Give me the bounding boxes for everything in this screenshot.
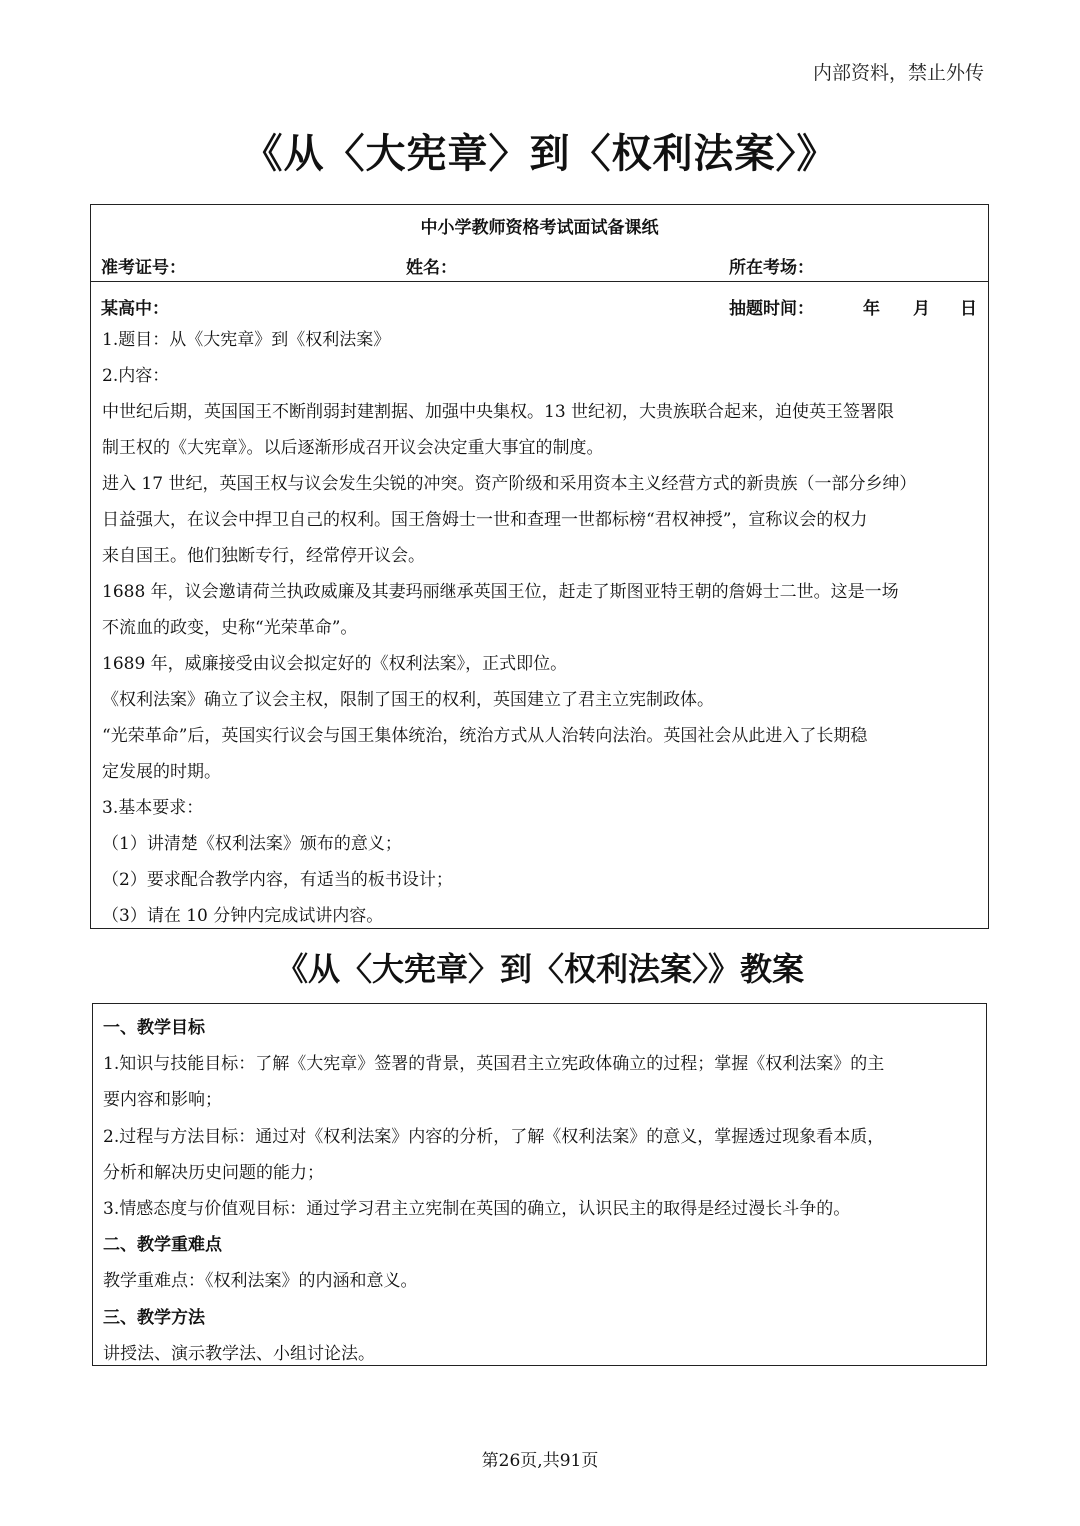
draw-time-label: 抽题时间： [729, 299, 814, 319]
question-line: 《权利法案》确立了议会主权，限制了国王的权利，英国建立了君主立宪制政体。 [102, 690, 714, 710]
question-line: 进入 17 世纪，英国王权与议会发生尖锐的冲突。资产阶级和采用资本主义经营方式的新贵族（一部分乡绅） [102, 474, 917, 494]
question-line: （2）要求配合教学内容，有适当的板书设计； [102, 870, 453, 890]
question-line: （1）讲清楚《权利法案》颁布的意义； [102, 834, 402, 854]
section-heading: 一、教学目标 [103, 1018, 205, 1038]
question-line: 来自国王。他们独断专行，经常停开议会。 [102, 546, 425, 566]
lesson-plan-box [92, 1003, 987, 1366]
goal-line: 分析和解决历史问题的能力； [103, 1162, 324, 1183]
question-line: 3.基本要求： [102, 798, 204, 818]
month-label: 月 [913, 299, 930, 319]
lesson-plan-content [103, 1010, 976, 1372]
question-line: “光荣革命”后，英国实行议会与国王集体统治，统治方式从人治转向法治。英国社会从此进入了长期稳 [102, 726, 868, 746]
question-line: 定发展的时期。 [102, 762, 221, 782]
question-line: 2.内容： [102, 366, 170, 386]
question-line: （3）请在 10 分钟内完成试讲内容。 [102, 906, 384, 926]
goal-line: 要内容和影响； [103, 1090, 222, 1111]
name-label: 姓名： [406, 258, 457, 278]
goal-line: 3.情感态度与价值观目标：通过学习君主立宪制在英国的确立，认识民主的取得是经过漫长斗争的。 [103, 1199, 851, 1220]
methods-line: 讲授法、演示教学法、小组讨论法。 [103, 1343, 375, 1364]
year-label: 年 [863, 299, 880, 319]
question-line: 不流血的政变，史称“光荣革命”。 [102, 618, 358, 638]
school-label: 某高中： [101, 299, 169, 319]
page-number: 第26页,共91页 [481, 1451, 599, 1471]
question-line: 日益强大，在议会中捍卫自己的权利。国王詹姆士一世和查理一世都标榜“君权神授”，宣称议会的权力 [102, 510, 868, 530]
candidate-info-row [91, 249, 988, 282]
page-title: 《从〈大宪章〉到〈权利法案〉》 [242, 131, 838, 177]
confidential-note: 内部资料，禁止外传 [812, 62, 984, 84]
question-line: 中世纪后期，英国国王不断削弱封建割据、加强中央集权。13 世纪初，大贵族联合起来，迫使英王签署限 [102, 402, 895, 422]
venue-label: 所在考场： [729, 258, 814, 278]
keypoint-line: 教学重难点：《权利法案》的内涵和意义。 [103, 1271, 418, 1292]
question-line: 1.题目：从《大宪章》到《权利法案》 [102, 330, 391, 350]
question-line: 制王权的《大宪章》。以后逐渐形成召开议会决定重大事宜的制度。 [102, 438, 604, 458]
question-content [91, 322, 988, 934]
goal-line: 1.知识与技能目标：了解《大宪章》签署的背景，英国君主立宪政体确立的过程；掌握《权利法案》的主 [103, 1054, 885, 1075]
lesson-prep-form [90, 204, 989, 929]
goal-line: 2.过程与方法目标：通过对《权利法案》内容的分析，了解《权利法案》的意义，掌握透过现象看本质， [103, 1126, 885, 1147]
section-heading: 三、教学方法 [103, 1307, 205, 1328]
question-line: 1688 年，议会邀请荷兰执政威廉及其妻玛丽继承英国王位，赶走了斯图亚特王朝的詹姆士二世。这是一场 [102, 582, 899, 602]
section-heading: 二、教学重难点 [103, 1235, 222, 1256]
form-title: 中小学教师资格考试面试备课纸 [420, 218, 659, 238]
question-line: 1689 年，威廉接受由议会拟定好的《权利法案》，正式即位。 [102, 654, 568, 674]
school-time-row [91, 282, 988, 322]
lesson-plan-title: 《从〈大宪章〉到〈权利法案〉》教案 [275, 950, 804, 988]
day-label: 日 [960, 299, 977, 319]
exam-id-label: 准考证号： [101, 258, 186, 278]
